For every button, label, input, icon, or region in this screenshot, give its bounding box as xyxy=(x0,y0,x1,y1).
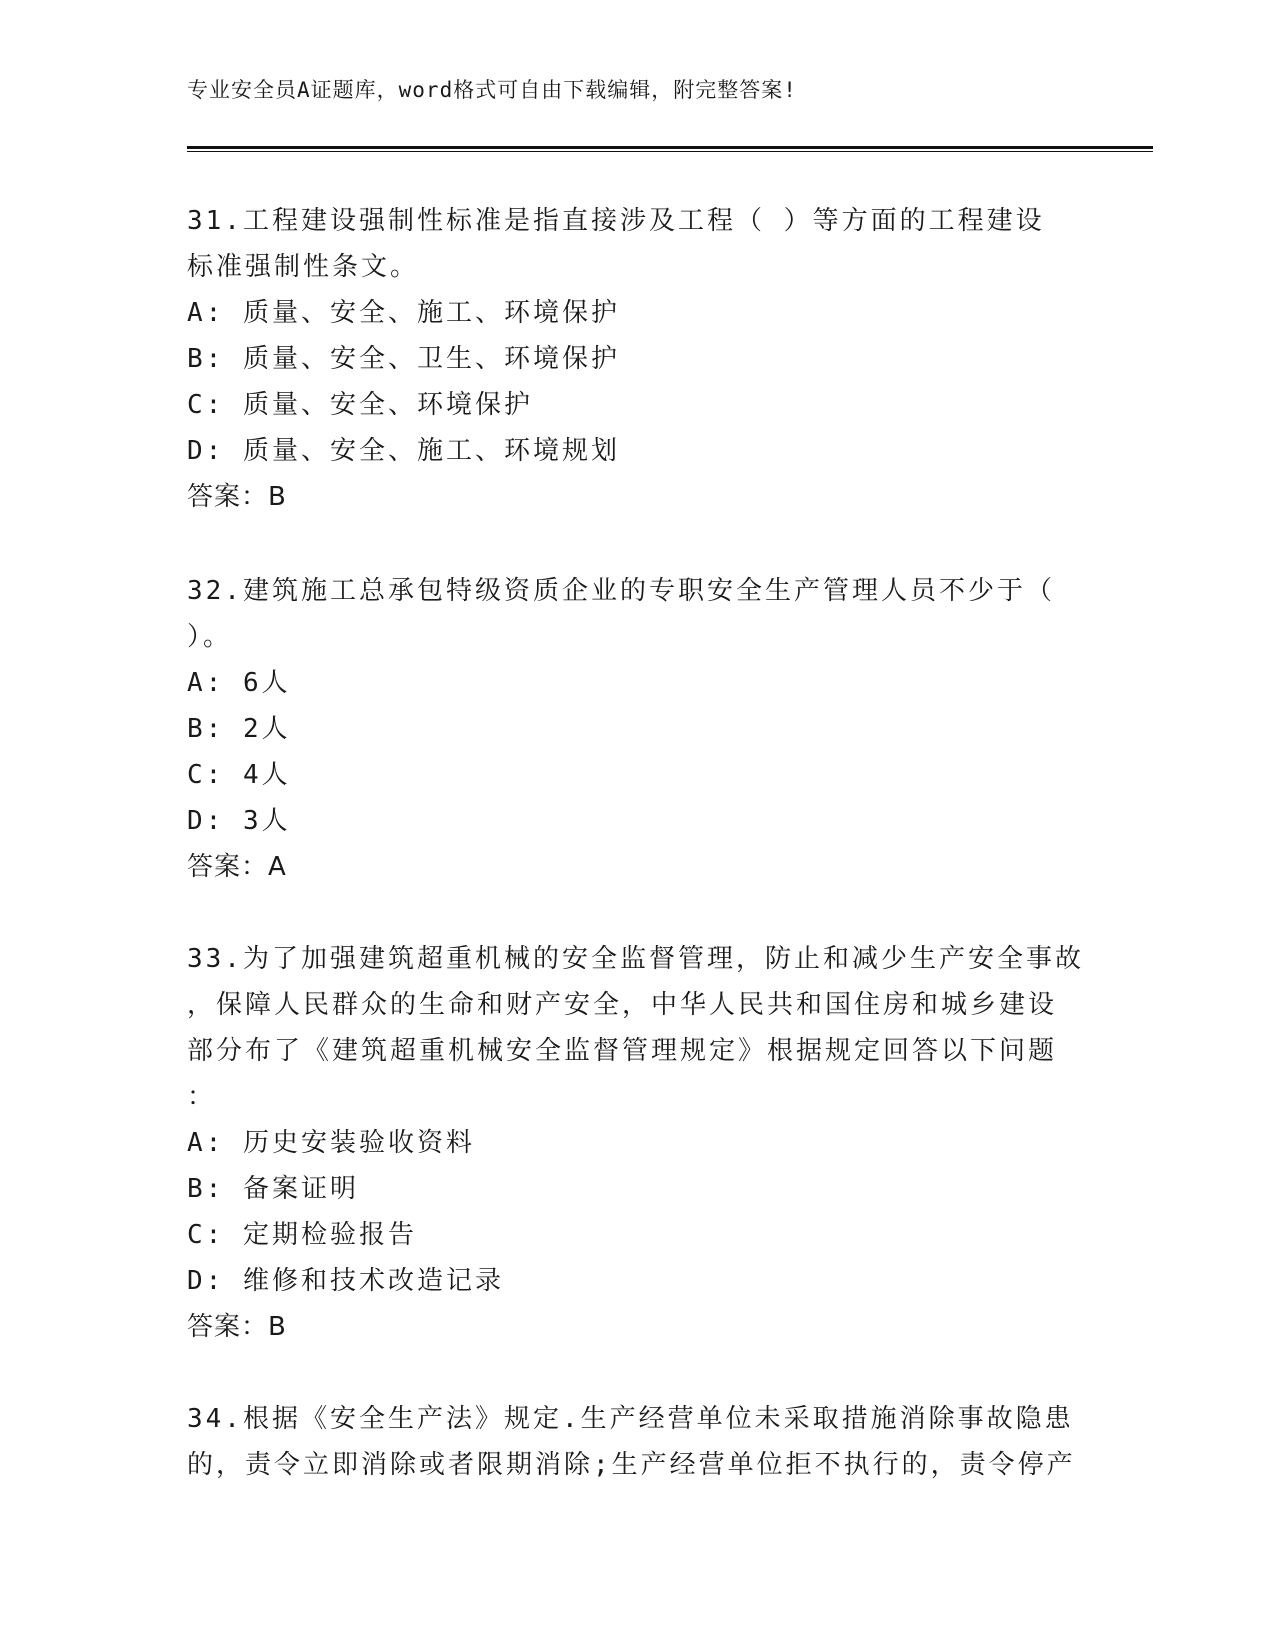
question-stem-line: 部分布了《建筑超重机械安全监督管理规定》根据规定回答以下问题 xyxy=(187,1036,1058,1066)
question-stem-line: ： xyxy=(187,1082,217,1112)
option-b: B: 质量、安全、卫生、环境保护 xyxy=(187,344,620,374)
header-rule-thin xyxy=(187,151,1153,152)
option-a: A: 质量、安全、施工、环境保护 xyxy=(187,298,620,328)
question-stem-line: 33.为了加强建筑超重机械的安全监督管理，防止和减少生产安全事故 xyxy=(187,944,1084,974)
question-stem-line: 32.建筑施工总承包特级资质企业的专职安全生产管理人员不少于（ xyxy=(187,576,1055,606)
question-stem-line: 的，责令立即消除或者限期消除;生产经营单位拒不执行的，责令停产 xyxy=(187,1450,1076,1480)
option-d: D: 3人 xyxy=(187,806,291,836)
question-stem-line: 34.根据《安全生产法》规定.生产经营单位未采取措施消除事故隐患 xyxy=(187,1404,1074,1434)
option-b: B: 2人 xyxy=(187,714,291,744)
answer-label: 答案：B xyxy=(187,482,287,512)
answer-label: 答案：A xyxy=(187,852,287,882)
option-b: B: 备案证明 xyxy=(187,1174,359,1204)
question-stem-line: ）。 xyxy=(187,622,233,652)
header-rule-thick xyxy=(187,146,1153,149)
option-c: C: 定期检验报告 xyxy=(187,1220,417,1250)
option-c: C: 质量、安全、环境保护 xyxy=(187,390,533,420)
option-c: C: 4人 xyxy=(187,760,291,790)
question-33 xyxy=(187,936,1087,1350)
option-d: D: 维修和技术改造记录 xyxy=(187,1266,504,1296)
question-34 xyxy=(187,1396,1087,1488)
option-a: A: 6人 xyxy=(187,668,291,698)
question-stem-line: 31.工程建设强制性标准是指直接涉及工程（ ）等方面的工程建设 xyxy=(187,206,1045,236)
question-32 xyxy=(187,568,1087,890)
question-stem-line: ，保障人民群众的生命和财产安全，中华人民共和国住房和城乡建设 xyxy=(187,990,1058,1020)
question-31 xyxy=(187,198,1087,520)
question-stem-line: 标准强制性条文。 xyxy=(187,252,420,282)
option-a: A: 历史安装验收资料 xyxy=(187,1128,475,1158)
option-d: D: 质量、安全、施工、环境规划 xyxy=(187,436,620,466)
document-header: 专业安全员A证题库，word格式可自由下载编辑，附完整答案! xyxy=(187,78,797,102)
answer-label: 答案：B xyxy=(187,1312,287,1342)
